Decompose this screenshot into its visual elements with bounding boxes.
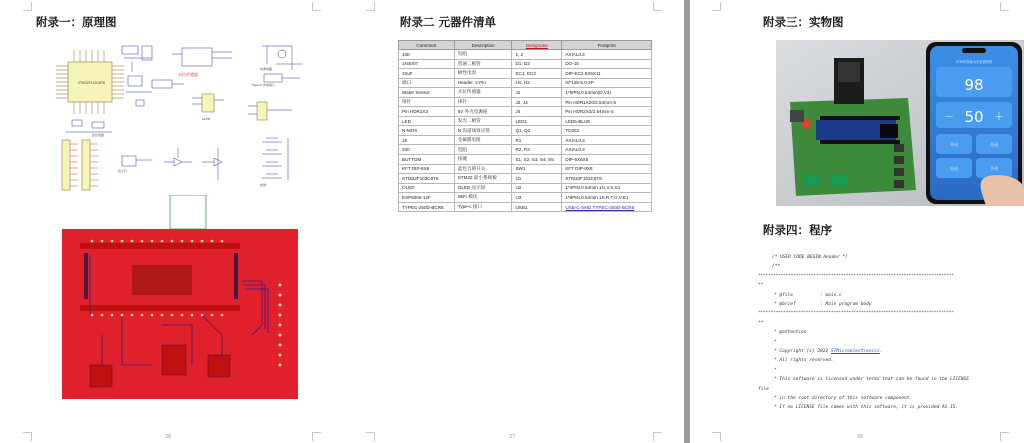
- table-cell: TO252: [562, 126, 652, 136]
- bom-table: [398, 40, 652, 212]
- code-line: * @file : main.c: [774, 292, 842, 298]
- crop-mark: [712, 2, 721, 11]
- table-cell: AXIAL0.3: [562, 145, 652, 155]
- table-cell: H1, H2: [512, 78, 562, 88]
- table-cell: OLED 显示屏: [454, 183, 512, 193]
- app-btn-3: 自动: [950, 166, 958, 171]
- table-cell: 1K: [399, 135, 455, 145]
- app-btn-2: 关闭: [990, 142, 998, 147]
- table-row: [399, 145, 652, 155]
- table-cell: N 沟道场效应管: [454, 126, 512, 136]
- schematic-label-oled: OLED: [202, 117, 211, 121]
- table-row: [399, 107, 652, 117]
- table-cell: DO-15: [562, 59, 652, 69]
- table-cell: R2, R3: [512, 145, 562, 155]
- schematic-label-sensor: 水位传感器: [178, 72, 198, 77]
- table-cell: WiFi 模块: [454, 193, 512, 203]
- crop-mark: [653, 432, 662, 441]
- schematic-label-led: 指示灯: [118, 169, 128, 173]
- table-row: [399, 193, 652, 203]
- table-cell: 金属膜电阻: [454, 135, 512, 145]
- crop-mark: [312, 2, 321, 11]
- code-line: /**: [772, 264, 781, 270]
- document-page-appendix-2: [340, 0, 684, 443]
- page-number: 38: [856, 434, 864, 440]
- code-line: file: [758, 386, 769, 392]
- crop-mark: [366, 2, 375, 11]
- table-cell: 按键: [454, 155, 512, 165]
- appendix-heading-program: 附录四：程序: [763, 223, 832, 237]
- code-line: /* USER CODE BEGIN Header */: [772, 255, 848, 260]
- bom-header-designator: Designator: [512, 41, 562, 50]
- page-number: 36: [164, 434, 172, 440]
- document-page-appendix-1: [0, 0, 344, 443]
- bom-header-row: [399, 41, 652, 50]
- code-line: * If no LICENSE file comes with this software, it is provided AS-IS.: [774, 405, 959, 411]
- code-line: * This software is licensed under terms that can be found in the LICENSE: [774, 377, 970, 383]
- table-cell: Pin HDR1X20/2.54mm-S: [562, 97, 652, 107]
- table-row: [399, 174, 652, 184]
- table-row: [399, 59, 652, 69]
- schematic-label-typec: Type-C 供电接口: [252, 83, 276, 87]
- table-cell: 排针: [399, 97, 455, 107]
- table-cell: J2, J3: [512, 97, 562, 107]
- table-cell: U2: [512, 183, 562, 193]
- crop-mark: [712, 432, 721, 441]
- table-row: [399, 164, 652, 174]
- table-row: [399, 116, 652, 126]
- document-page-appendix-3-4: [690, 0, 1024, 443]
- table-cell: J4: [512, 107, 562, 117]
- table-row: [399, 69, 652, 79]
- table-cell: 蓝色自锁开关: [454, 164, 512, 174]
- table-cell: U3: [512, 193, 562, 203]
- minus-button: －: [944, 112, 954, 123]
- appendix-heading: 附录三：实物图: [763, 15, 844, 29]
- table-row: [399, 97, 652, 107]
- table-cell: N-MOS: [399, 126, 455, 136]
- table-cell: AXIAL0.3: [562, 135, 652, 145]
- code-line: * @attention: [774, 330, 807, 336]
- table-cell: DIP-6X6X5: [562, 155, 652, 165]
- code-line: ******************************************************************************: [758, 273, 954, 279]
- table-cell: OLED: [399, 183, 455, 193]
- table-cell: STM32F103C8T6: [399, 174, 455, 184]
- table-cell: AXIAL0.3: [562, 50, 652, 60]
- code-line: * All rights reserved.: [774, 358, 834, 364]
- bom-header-footprint: Footprint: [562, 41, 652, 50]
- table-cell: SW1: [512, 164, 562, 174]
- table-row: [399, 135, 652, 145]
- table-cell: 1*8PIN,0.54mm 1S,R,T,G,V,E1: [562, 193, 652, 203]
- table-cell: STM32F103C8T6: [562, 174, 652, 184]
- table-row: [399, 50, 652, 60]
- table-cell: 22uF: [399, 69, 455, 79]
- table-row: [399, 88, 652, 98]
- table-cell: TYPEC-250D-BCR6: [399, 202, 455, 212]
- code-line: ******************************************************************************: [758, 311, 954, 317]
- phone-value-mid: 50: [964, 108, 984, 126]
- table-cell: D1, D2: [512, 59, 562, 69]
- code-line: * in the root directory of this software component.: [774, 396, 913, 401]
- plus-button: ＋: [994, 112, 1004, 123]
- table-cell: 水位传感器: [454, 88, 512, 98]
- schematic-label-power: 电源电路: [260, 67, 273, 71]
- schematic-label-mcu: STM32F103C8T6: [78, 81, 105, 85]
- table-cell: KFT DIP-8X8: [399, 164, 455, 174]
- code-line: *: [774, 367, 777, 373]
- code-line: * Copyright (c) 2022 STMicroelectronics.: [774, 349, 883, 354]
- table-cell: LED1: [512, 116, 562, 126]
- table-cell: 电阻: [454, 145, 512, 155]
- app-btn-4: 手动: [990, 166, 998, 171]
- schematic-label-reset: 复位电路: [92, 133, 105, 137]
- table-cell: R1: [512, 135, 562, 145]
- table-cell: 发光二极管: [454, 116, 512, 126]
- schematic-label-buttons: 按键: [260, 183, 267, 187]
- table-cell: 330: [399, 145, 455, 155]
- table-cell: ESP8266-12F: [399, 193, 455, 203]
- table-cell: S1, S2, S3, S4, S5: [512, 155, 562, 165]
- table-cell: 普通二极管: [454, 59, 512, 69]
- code-line: **: [758, 320, 764, 326]
- crop-mark: [23, 432, 32, 441]
- app-title: STM32智能水位检测系统: [955, 60, 993, 64]
- bom-header-comment: Comment: [399, 41, 455, 50]
- crop-mark: [1000, 2, 1009, 11]
- appendix-heading: 附录一：原理图: [36, 15, 117, 29]
- table-cell: KFT DIP-8X8: [562, 164, 652, 174]
- table-cell: 端口: [399, 78, 455, 88]
- table-cell: 10K: [399, 50, 455, 60]
- table-cell: DIP-EC2.5X5X11: [562, 69, 652, 79]
- table-row: [399, 202, 652, 212]
- table-cell: 5V 外壳电源座: [454, 107, 512, 117]
- appendix-heading: 附录二 元器件清单: [400, 15, 497, 29]
- crop-mark: [23, 2, 32, 11]
- table-cell: Header, 2-Pin: [454, 78, 512, 88]
- table-row: [399, 126, 652, 136]
- table-cell: Pin HDR2X3/2.54mm-S: [562, 107, 652, 117]
- table-cell: USB1: [512, 202, 562, 212]
- table-cell: 1*4PIN,0.54mm 1G,V,S,S1: [562, 183, 652, 193]
- app-btn-1: 开启: [950, 142, 958, 147]
- pcb-layout-image: [62, 195, 298, 401]
- crop-mark: [312, 432, 321, 441]
- table-cell: EC1, EC2: [512, 69, 562, 79]
- table-row: [399, 78, 652, 88]
- table-cell: U1: [512, 174, 562, 184]
- table-cell: Type-c 接口: [454, 202, 512, 212]
- hardware-photo: [776, 40, 1024, 206]
- table-cell: LED: [399, 116, 455, 126]
- table-cell: 排针: [454, 97, 512, 107]
- table-cell: Q1, Q2: [512, 126, 562, 136]
- table-cell: J1: [512, 88, 562, 98]
- bom-header-description: Description: [454, 41, 512, 50]
- table-row: [399, 155, 652, 165]
- table-cell: USB-C-SMD TYPEC-250D-BCR6: [562, 202, 652, 212]
- code-line: * @brief : Main program body: [774, 302, 872, 307]
- crop-mark: [1000, 432, 1009, 441]
- code-line: **: [758, 283, 764, 289]
- phone-value-top: 98: [964, 76, 984, 94]
- table-cell: Water Sensor: [399, 88, 455, 98]
- schematic-diagram: [52, 40, 312, 195]
- table-cell: STM32 最小系统板: [454, 174, 512, 184]
- table-cell: 1, 2: [512, 50, 562, 60]
- table-cell: 极性电容: [454, 69, 512, 79]
- table-cell: 1N4007: [399, 59, 455, 69]
- crop-mark: [366, 432, 375, 441]
- table-cell: KF128-5.0-2P: [562, 78, 652, 88]
- crop-mark: [653, 2, 662, 11]
- table-row: [399, 183, 652, 193]
- table-cell: 1*5PIN,0.54mm(D,V3): [562, 88, 652, 98]
- table-cell: Pin HDR2X3: [399, 107, 455, 117]
- table-cell: BUTTOM: [399, 155, 455, 165]
- table-cell: 电阻: [454, 50, 512, 60]
- table-cell: LED5-BLUE: [562, 116, 652, 126]
- code-line: *: [774, 339, 777, 345]
- page-number: 37: [508, 434, 516, 440]
